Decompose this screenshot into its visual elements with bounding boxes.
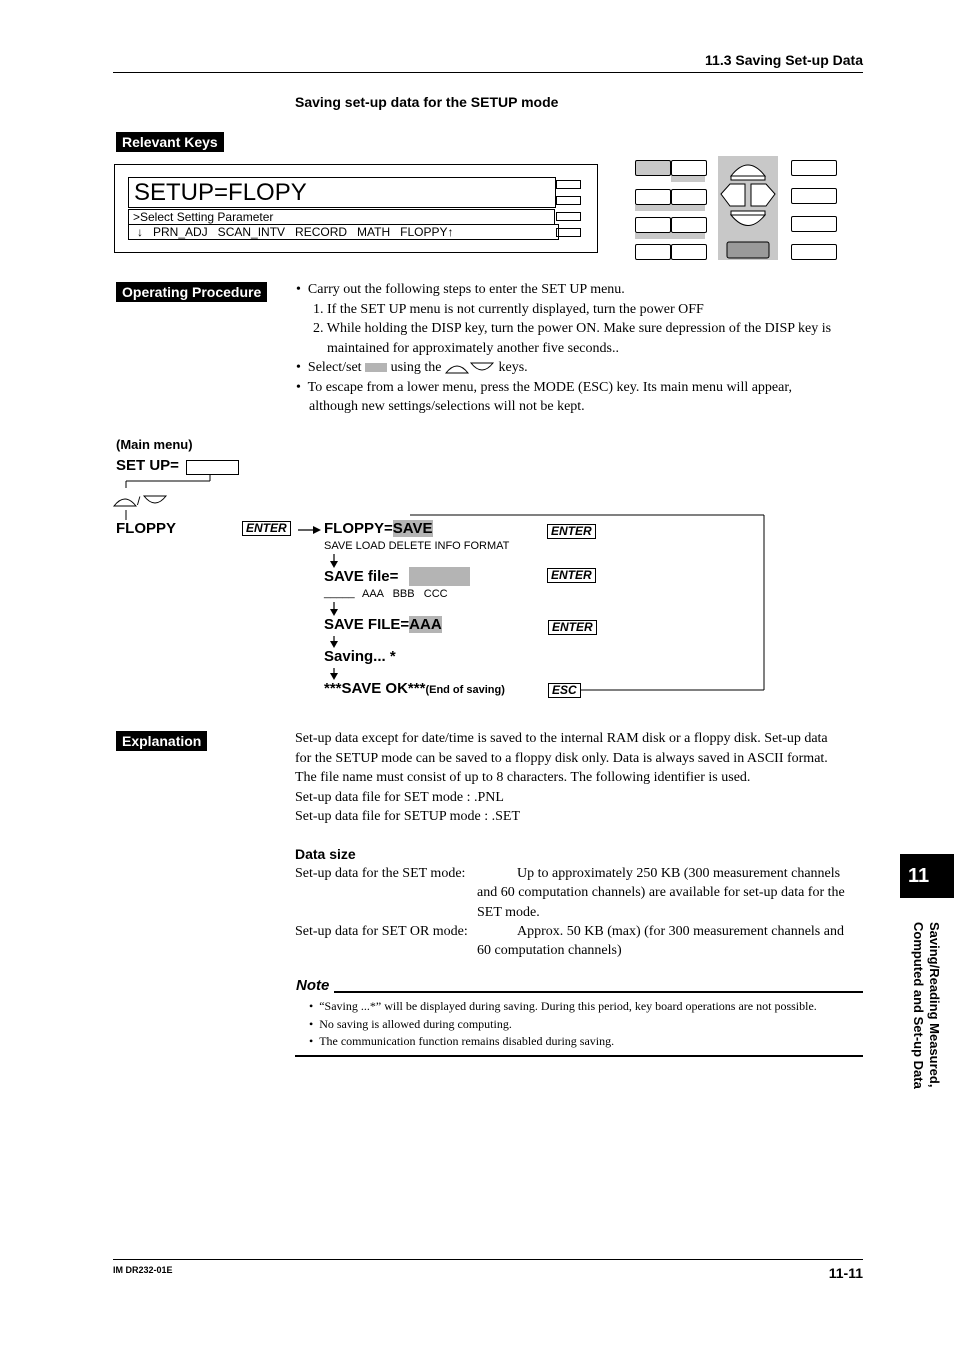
esc-key: ESC <box>548 683 581 698</box>
file-name-options: AAA BBB CCC <box>362 588 448 600</box>
explanation-line-3: The file name must consist of up to 8 characters. The following identifier is used. <box>295 770 751 785</box>
soft-key-1[interactable] <box>556 180 581 189</box>
note-heading: Note <box>296 977 330 994</box>
footer-rule <box>113 1259 863 1260</box>
arrow-key-block <box>718 156 778 260</box>
save-file-name-box <box>409 567 470 586</box>
key-5[interactable] <box>635 217 671 233</box>
chapter-tab-text <box>902 922 942 1122</box>
relevant-keys-tag: Relevant Keys <box>116 132 224 152</box>
save-file-lower: SAVE file= <box>324 568 399 585</box>
key-8[interactable] <box>671 244 707 260</box>
procedure-bullet-3a: To escape from a lower menu, press the MODE (ESC) key. Its main menu will appear, <box>307 379 792 395</box>
chapter-tab-number: 11 <box>900 854 954 898</box>
chapter-tab-line-2: Computed and Set-up Data <box>911 922 926 1089</box>
lcd-main-display: SETUP=FLOPY <box>128 177 556 208</box>
note-item-1: “Saving ...*” will be displayed during saving. During this period, key board operations are not possible. <box>319 999 817 1013</box>
procedure-bullet-1: Carry out the following steps to enter the SET UP menu. <box>307 282 625 297</box>
page-number: 11-11 <box>828 1265 863 1281</box>
note-bottom-rule <box>295 1055 863 1057</box>
note-list: • “Saving ...*” will be displayed during saving. During this period, key board operations are not possible. • No saving is allowed during computing. • The communication function remains disabled during saving. <box>309 999 817 1048</box>
key-r2[interactable] <box>791 188 837 204</box>
key-3[interactable] <box>635 189 671 205</box>
procedure-step-1: 1. If the SET UP menu is not currently displayed, turn the power OFF <box>313 301 704 317</box>
soft-key-4[interactable] <box>556 228 581 237</box>
document-id: IM DR232-01E <box>113 1265 173 1275</box>
header-rule <box>113 72 863 73</box>
data-size-setor-val-2: 60 computation channels) <box>477 943 622 958</box>
arrow-keys-icon[interactable] <box>718 156 778 260</box>
lcd-line-1: >Select Setting Parameter <box>128 209 555 225</box>
save-file-upper <box>324 616 442 633</box>
explanation-tag: Explanation <box>116 731 207 751</box>
enter-key-4: ENTER <box>548 620 597 635</box>
floppy-setting-value: SAVE <box>392 520 433 537</box>
keypad-illustration <box>634 156 864 262</box>
key-r3[interactable] <box>791 216 837 232</box>
data-size-set-val-2: and 60 computation channels) are available for set-up data for the <box>477 885 845 900</box>
explanation-line-1: Set-up data except for date/time is saved to the internal RAM disk or a floppy disk. Set-up data <box>295 731 828 746</box>
explanation-line-4: Set-up data file for SET mode : .PNL <box>295 789 504 805</box>
note-top-rule <box>334 991 863 993</box>
data-size-set-label: Set-up data for the SET mode: <box>295 866 466 881</box>
file-name-blank: _____ <box>324 587 355 599</box>
saving-status: Saving... * <box>324 648 396 665</box>
highlight-swatch <box>365 363 387 372</box>
key-7[interactable] <box>635 244 671 260</box>
running-header: 11.3 Saving Set-up Data <box>705 52 863 68</box>
floppy-options: SAVE LOAD DELETE INFO FORMAT <box>324 540 510 552</box>
data-size-heading: Data size <box>295 846 356 862</box>
data-size-setor-val-1: Approx. 50 KB (max) (for 300 measurement channels and <box>517 924 844 939</box>
save-file-upper-value: AAA <box>409 616 442 633</box>
save-file-upper-label: SAVE FILE= <box>324 616 410 633</box>
key-6[interactable] <box>671 217 707 233</box>
explanation-text <box>295 729 865 827</box>
procedure-bullet-2-pre: Select/set <box>307 360 362 375</box>
up-down-keys-icon <box>445 361 495 375</box>
procedure-bullet-2-mid: using the <box>390 360 442 375</box>
procedure-bullet-3b: although new settings/selections will not be kept. <box>309 399 585 414</box>
note-item-3: The communication function remains disabled during saving. <box>319 1034 615 1048</box>
lcd-panel <box>114 164 598 253</box>
key-r1[interactable] <box>791 160 837 176</box>
floppy-setting <box>324 520 433 537</box>
floppy-setting-label: FLOPPY= <box>324 520 393 537</box>
save-ok-text: ***SAVE OK*** <box>324 680 426 697</box>
procedure-step-2a: 2. While holding the DISP key, turn the power ON. Make sure depression of the DISP key is <box>313 321 832 336</box>
operating-procedure-tag: Operating Procedure <box>116 282 267 302</box>
key-disp[interactable] <box>635 160 671 176</box>
svg-text:/: / <box>137 494 141 508</box>
enter-key-1: ENTER <box>242 521 291 536</box>
enter-key-2: ENTER <box>547 524 596 539</box>
section-title: Saving set-up data for the SETUP mode <box>295 94 559 110</box>
data-size-set-val-3: SET mode. <box>477 905 540 920</box>
key-4[interactable] <box>671 189 707 205</box>
key-r4[interactable] <box>791 244 837 260</box>
explanation-line-2: for the SETUP mode can be saved to a floppy disk only. Data is always saved in ASCII format. <box>295 750 828 766</box>
enter-key-3: ENTER <box>547 568 596 583</box>
chapter-tab-line-1: Saving/Reading Measured, <box>927 922 942 1088</box>
note-item-2: No saving is allowed during computing. <box>319 1016 512 1031</box>
end-of-saving-note: (End of saving) <box>425 684 505 696</box>
save-ok-status <box>324 680 505 697</box>
data-size-setor-label: Set-up data for SET OR mode: <box>295 924 468 939</box>
procedure-text: • Carry out the following steps to enter the SET UP menu. 1. If the SET UP menu is not currently displayed, turn the power OFF 2. While holding the DISP key, turn the power ON. Make sure depression of the DISP key is maintained for approximately another five seconds.. • Select/set using the keys. • To escape from a lower menu, press the MODE (ESC) key. Its main menu will appear, although new settings/selections will not be kept. <box>296 280 864 417</box>
floppy-menu-item: FLOPPY <box>116 520 177 537</box>
main-menu-label: (Main menu) <box>116 437 193 452</box>
setup-label: SET UP= <box>116 457 179 474</box>
data-size-set-val-1: Up to approximately 250 KB (300 measurement channels <box>517 866 841 881</box>
soft-key-3[interactable] <box>556 212 581 221</box>
key-2[interactable] <box>671 160 707 176</box>
procedure-step-2b: maintained for approximately another five seconds.. <box>327 340 619 356</box>
lcd-line-2: ↓ PRN_ADJ SCAN_INTV RECORD MATH FLOPPY↑ <box>128 224 559 240</box>
soft-key-2[interactable] <box>556 196 581 205</box>
explanation-line-5: Set-up data file for SETUP mode : .SET <box>295 809 520 824</box>
procedure-bullet-2-post: keys. <box>498 360 528 375</box>
